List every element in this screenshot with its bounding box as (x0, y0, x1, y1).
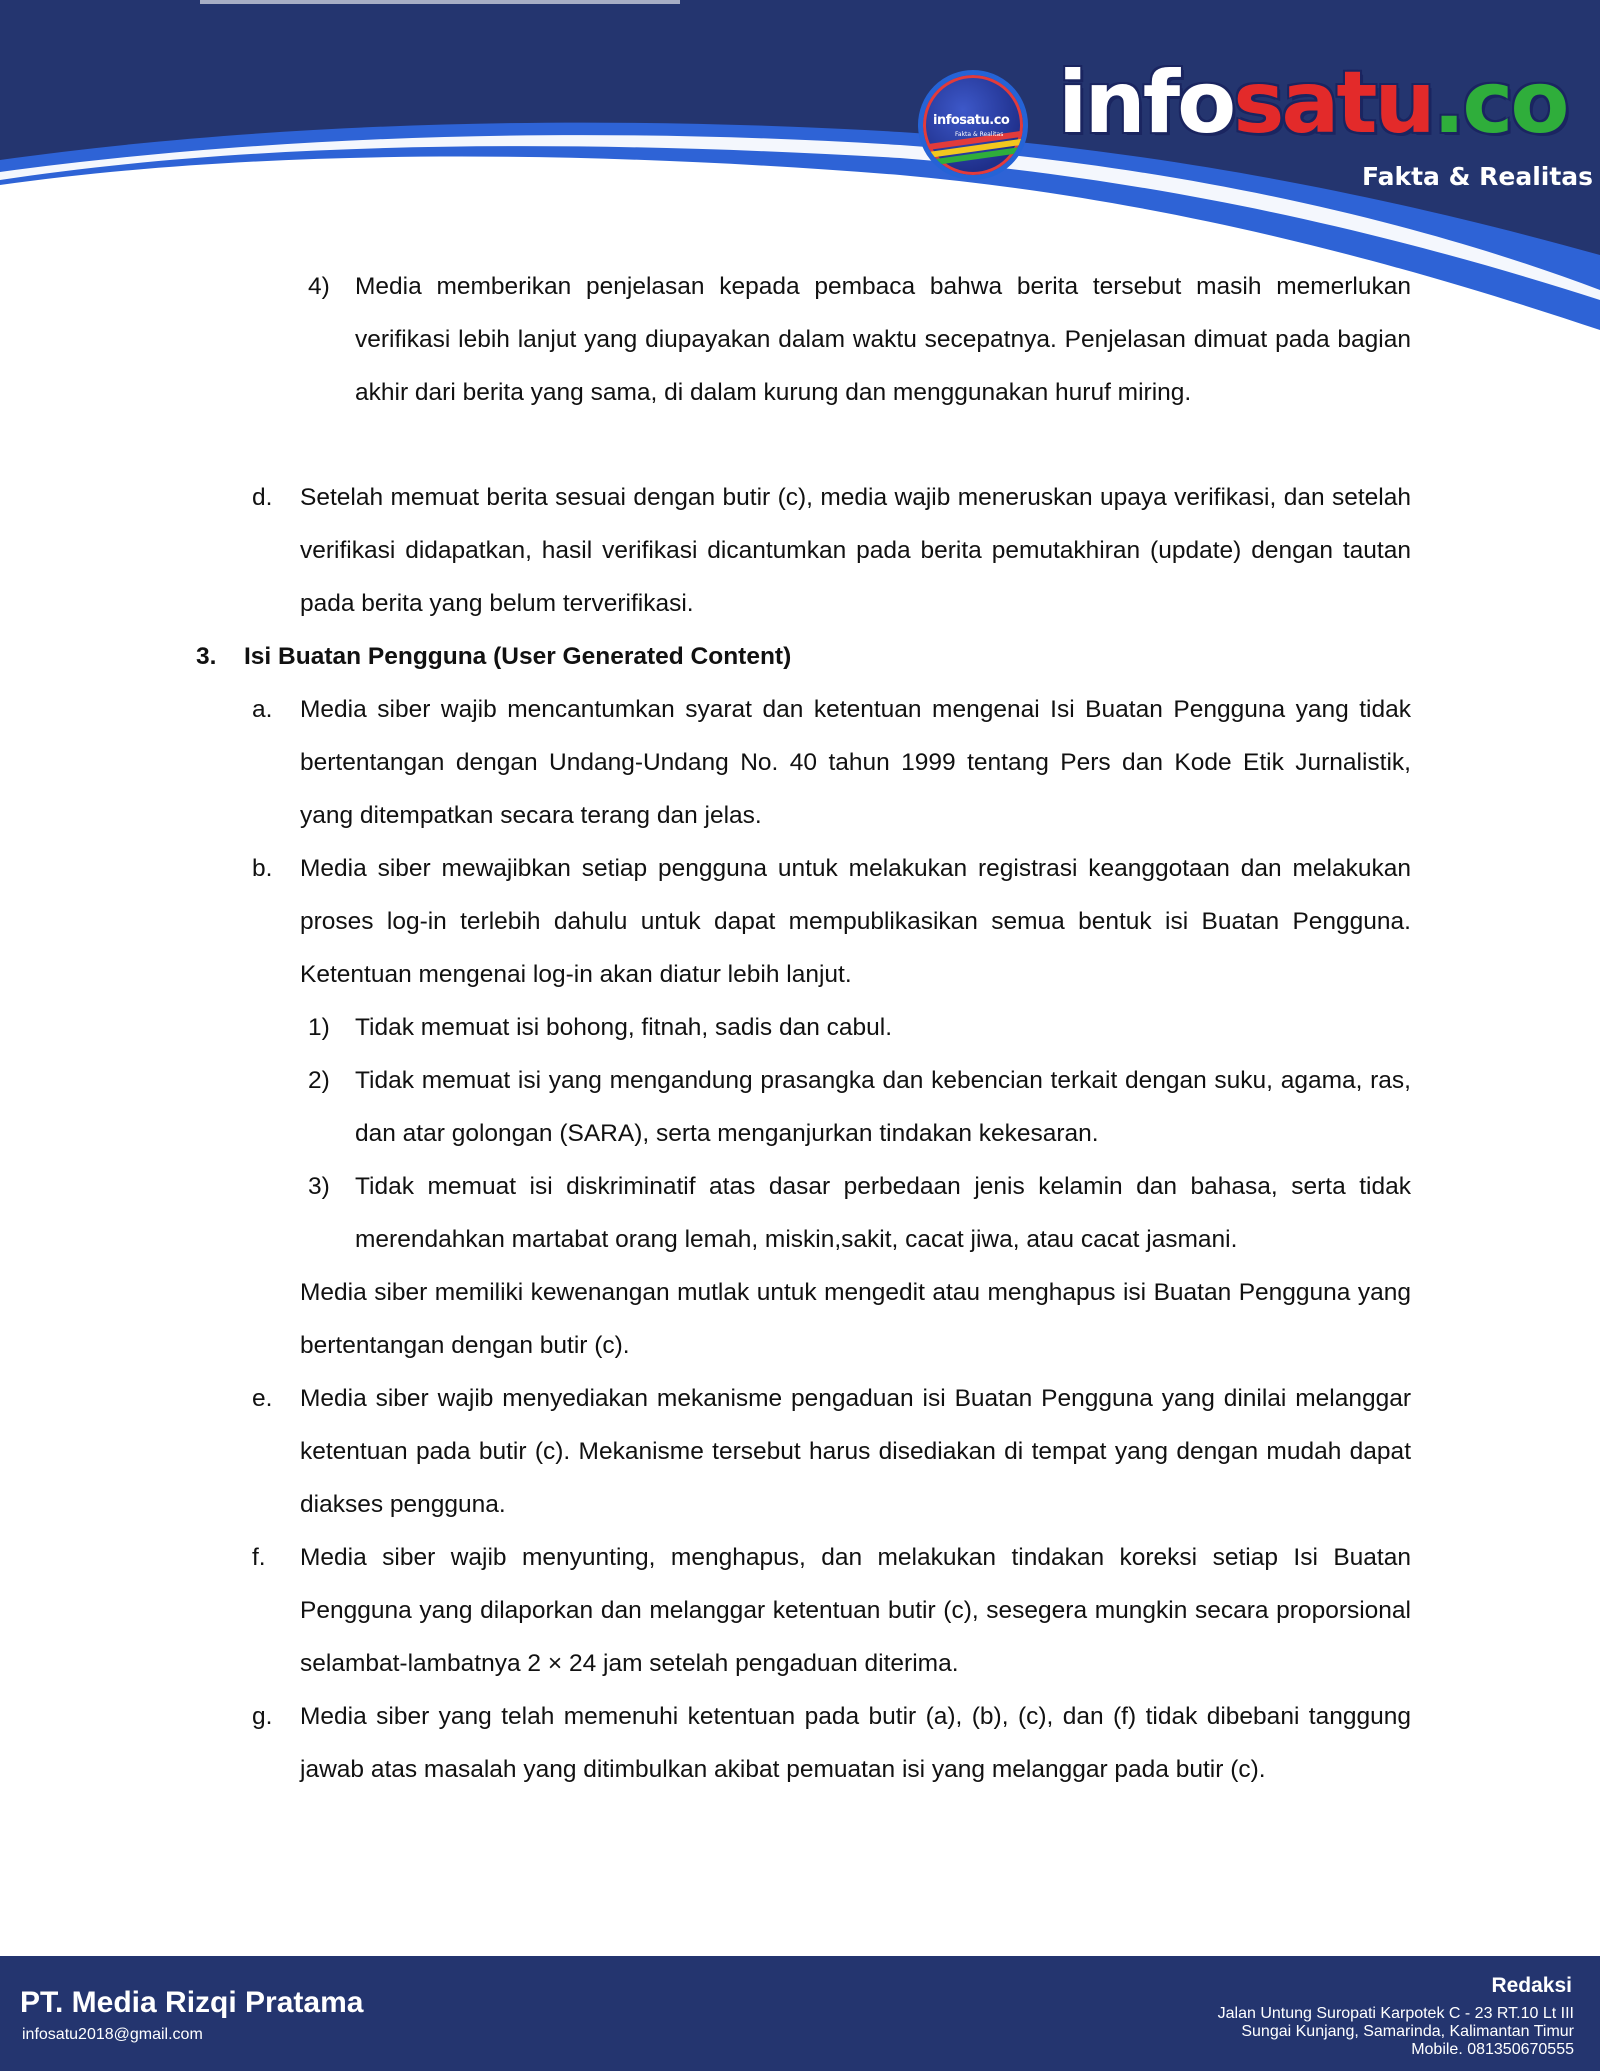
footer-address-line-1: Jalan Untung Suropati Karpotek C - 23 RT.10 Lt III (1217, 2005, 1574, 2022)
list-item-text: Media siber yang telah memenuhi ketentuan pada butir (a), (b), (c), dan (f) tidak dibebani tanggung jawab atas masalah yang ditimbulkan akibat pemuatan isi yang melanggar pada butir (c). (300, 1703, 1411, 1783)
brand-tagline: Fakta & Realitas (1362, 162, 1594, 191)
footer-redaksi-label: Redaksi (1491, 1974, 1572, 1997)
list-marker: 2) (308, 1067, 330, 1094)
sub-item-text: Tidak memuat isi yang mengandung prasangka dan kebencian terkait dengan suku, agama, ras, dan atar golongan (SARA), serta menganjurkan tindakan kekesaran. (355, 1067, 1411, 1147)
footer-bar (0, 1956, 1600, 2071)
list-marker: a. (252, 696, 273, 723)
sub-item-text: Tidak memuat isi diskriminatif atas dasar perbedaan jenis kelamin dan bahasa, serta tidak merendahkan martabat orang lemah, miskin,sakit, cacat jiwa, atau cacat jasmani. (355, 1173, 1411, 1253)
list-marker: e. (252, 1385, 273, 1412)
list-marker: 3) (308, 1173, 330, 1200)
list-item-text: Media siber mewajibkan setiap pengguna untuk melakukan registrasi keanggotaan dan melakukan proses log-in terlebih dahulu untuk dapat mempublikasikan semua bentuk isi Buatan Pengguna. Ketentuan mengenai log-in akan diatur lebih lanjut. (300, 855, 1411, 988)
note-text: Media siber memiliki kewenangan mutlak untuk mengedit atau menghapus isi Buatan Pengguna yang bertentangan dengan butir (c). (300, 1279, 1411, 1359)
list-item-text: Media siber wajib menyunting, menghapus, dan melakukan tindakan koreksi setiap Isi Buatan Pengguna yang dilaporkan dan melanggar ketentuan butir (c), sesegera mungkin secara proporsional selambat-lambatnya 2 × 24 jam setelah pengaduan diterima. (300, 1544, 1411, 1677)
section-title: Isi Buatan Pengguna (User Generated Content) (244, 643, 792, 670)
list-marker: g. (252, 1703, 273, 1730)
footer-company-name: PT. Media Rizqi Pratama (20, 1986, 364, 2019)
list-marker: b. (252, 855, 273, 882)
logo-text: infosatu.co (933, 113, 1010, 128)
list-marker: 1) (308, 1014, 330, 1041)
list-item-text: Setelah memuat berita sesuai dengan butir (c), media wajib meneruskan upaya verifikasi, dan setelah verifikasi didapatkan, hasil verifikasi dicantumkan pada berita pemutakhiran (update) dengan tautan pada berita yang belum terverifikasi. (300, 484, 1411, 617)
brand-logo-badge (918, 70, 1028, 180)
list-marker: d. (252, 484, 273, 511)
sub-item-text: Tidak memuat isi bohong, fitnah, sadis dan cabul. (355, 1014, 893, 1041)
footer-address-line-2: Sungai Kunjang, Samarinda, Kalimantan Timur (1241, 2023, 1574, 2040)
footer-email: infosatu2018@gmail.com (22, 2026, 203, 2043)
brand-wordmark-satu: satu (1233, 53, 1433, 153)
list-item-text: Media memberikan penjelasan kepada pembaca bahwa berita tersebut masih memerlukan verifikasi lebih lanjut yang diupayakan dalam waktu secepatnya. Penjelasan dimuat pada bagian akhir dari berita yang sama, di dalam kurung dan menggunakan huruf miring. (355, 273, 1411, 406)
list-item-text: Media siber wajib menyediakan mekanisme pengaduan isi Buatan Pengguna yang dinilai melanggar ketentuan pada butir (c). Mekanisme tersebut harus disediakan di tempat yang dengan mudah dapat diakses pengguna. (300, 1385, 1411, 1518)
list-item-text: Media siber wajib mencantumkan syarat dan ketentuan mengenai Isi Buatan Pengguna yang tidak bertentangan dengan Undang-Undang No. 40 tahun 1999 tentang Pers dan Kode Etik Jurnalistik, yang ditempatkan secara terang dan jelas. (300, 696, 1411, 829)
footer-phone: Mobile. 081350670555 (1411, 2041, 1574, 2058)
brand-wordmark-co: .co (1432, 53, 1567, 153)
brand-wordmark-info: info (1058, 53, 1234, 153)
logo-subtext: Fakta & Realitas (955, 131, 1004, 138)
list-marker: f. (252, 1544, 266, 1571)
section-number: 3. (196, 643, 217, 670)
footer-address (1218, 2005, 1574, 2059)
brand-wordmark (1058, 53, 1567, 153)
list-marker: 4) (308, 273, 330, 300)
